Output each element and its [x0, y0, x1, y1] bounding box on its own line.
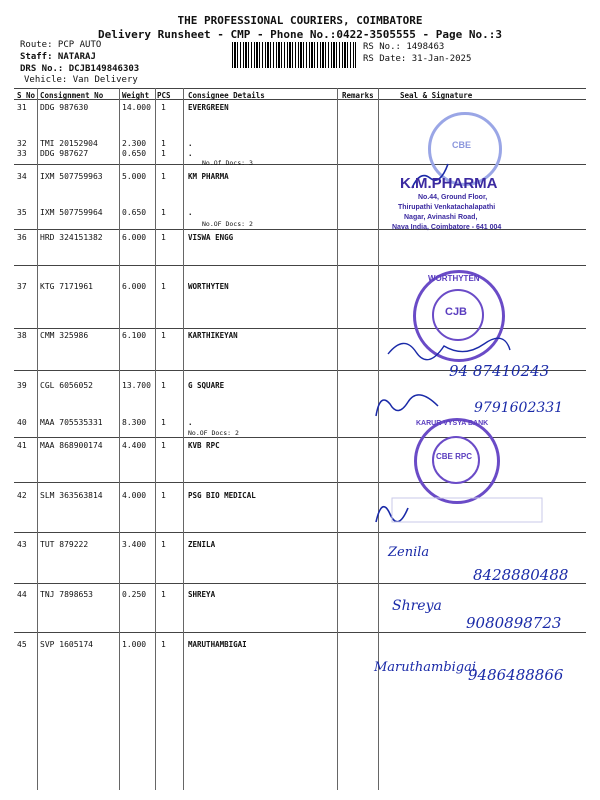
weight: 0.650: [122, 208, 147, 217]
sno: 35: [17, 208, 27, 217]
pcs: 1: [161, 149, 166, 158]
consignment-no: HRD 324151382: [40, 233, 103, 242]
sno: 34: [17, 172, 27, 181]
weight: 4.400: [122, 441, 147, 450]
signature-43: Zenila: [388, 545, 430, 560]
barcode: [232, 42, 356, 68]
pcs: 1: [161, 103, 166, 112]
col-divider: [155, 88, 156, 790]
sno: 36: [17, 233, 27, 242]
consignee-name: G SQUARE: [188, 381, 225, 390]
sno: 32: [17, 139, 27, 148]
weight: 6.000: [122, 282, 147, 291]
col-header-remarks: Remarks: [342, 91, 374, 100]
consignee-name: WORTHYTEN: [188, 282, 229, 291]
pcs: 1: [161, 331, 166, 340]
company-title: THE PROFESSIONAL COURIERS, COIMBATORE: [177, 14, 423, 27]
phone-39: 9791602331: [474, 400, 564, 416]
col-header-sno: S No: [17, 91, 36, 100]
kmpharma-stamp-line: No.44, Ground Floor,: [418, 194, 488, 201]
col-divider: [37, 88, 38, 790]
cbe-stamp-text: CBE: [452, 140, 472, 150]
kmpharma-stamp-line: Nava India, Coimbatore - 641 004: [392, 224, 502, 231]
runsheet-subtitle: Delivery Runsheet - CMP - Phone No.:0422-3505555 - Page No.:3: [98, 28, 502, 41]
pcs: 1: [161, 540, 166, 549]
weight: 2.300: [122, 139, 147, 148]
pcs: 1: [161, 441, 166, 450]
consignment-no: IXM 507759964: [40, 208, 103, 217]
weight: 13.700: [122, 381, 151, 390]
consignment-no: TNJ 7898653: [40, 590, 93, 599]
signature-42: [368, 492, 548, 530]
consignment-no: MAA 705535331: [40, 418, 103, 427]
consignment-no: DDG 987627: [40, 149, 89, 158]
kvb-stamp-inner: CBE RPC: [436, 452, 473, 461]
kvb-stamp-text: KARUR VYSYA BANK: [416, 420, 489, 427]
consignee-name: .: [188, 149, 193, 158]
row-divider: [14, 437, 586, 438]
drs-number: DRS No.: DCJB149846303: [20, 64, 140, 74]
sno: 43: [17, 540, 27, 549]
sno: 31: [17, 103, 27, 112]
consignee-name: EVERGREEN: [188, 103, 229, 112]
row-divider: [14, 265, 586, 266]
consignee-name: KM PHARMA: [188, 172, 229, 181]
consignment-no: TMI 20152904: [40, 139, 98, 148]
pcs: 1: [161, 491, 166, 500]
weight: 6.000: [122, 233, 147, 242]
docs-note: No.OF Docs: 2: [188, 429, 239, 437]
pcs: 1: [161, 233, 166, 242]
col-header-pcs: PCS: [157, 91, 171, 100]
rs-number: RS No.: 1498463: [363, 42, 445, 52]
sno: 39: [17, 381, 27, 390]
consignee-name: KARTHIKEYAN: [188, 331, 238, 340]
row-divider: [14, 532, 586, 533]
weight: 3.400: [122, 540, 147, 549]
pcs: 1: [161, 208, 166, 217]
sno: 41: [17, 441, 27, 450]
phone-38: 94 87410243: [449, 362, 550, 380]
consignment-no: SVP 1605174: [40, 640, 93, 649]
col-header-seal: Seal & Signature: [400, 91, 473, 100]
row-divider: [14, 164, 586, 165]
weight: 8.300: [122, 418, 147, 427]
cjb-stamp-text: CJB: [445, 306, 468, 318]
signature-45: Maruthambigai: [374, 660, 477, 675]
kmpharma-stamp-line: Thirupathi Venkatachalapathi: [398, 204, 496, 211]
consignee-name: VISWA ENGG: [188, 233, 234, 242]
consignment-no: SLM 363563814: [40, 491, 103, 500]
weight: 0.650: [122, 149, 147, 158]
consignment-no: KTG 7171961: [40, 282, 93, 291]
docs-note: No.OF Docs: 2: [202, 220, 253, 228]
consignment-no: CMM 325986: [40, 331, 89, 340]
weight: 1.000: [122, 640, 147, 649]
consignment-no: MAA 868900174: [40, 441, 103, 450]
pcs: 1: [161, 418, 166, 427]
weight: 4.000: [122, 491, 147, 500]
consignee-name: PSG BIO MEDICAL: [188, 491, 256, 500]
col-divider: [337, 88, 338, 790]
consignee-name: KVB RPC: [188, 441, 220, 450]
col-divider: [378, 88, 379, 790]
consignee-name: .: [188, 418, 193, 427]
consignee-name: .: [188, 208, 193, 217]
consignment-no: TUT 879222: [40, 540, 89, 549]
consignee-name: ZENILA: [188, 540, 216, 549]
weight: 14.000: [122, 103, 151, 112]
sno: 40: [17, 418, 27, 427]
staff-label: Staff: NATARAJ: [20, 52, 96, 62]
worthyten-stamp-text: WORTHYTEN: [428, 274, 480, 283]
consignment-no: CGL 6056052: [40, 381, 93, 390]
consignee-name: MARUTHAMBIGAI: [188, 640, 247, 649]
sno: 37: [17, 282, 27, 291]
phone-43: 8428880488: [473, 566, 569, 584]
pcs: 1: [161, 381, 166, 390]
pcs: 1: [161, 282, 166, 291]
row-divider: [14, 482, 586, 483]
weight: 5.000: [122, 172, 147, 181]
signature-44: Shreya: [392, 598, 442, 614]
kmpharma-stamp-title: K.M.PHARMA: [400, 175, 498, 192]
pcs: 1: [161, 172, 166, 181]
sno: 38: [17, 331, 27, 340]
col-divider: [119, 88, 120, 790]
consignee-name: SHREYA: [188, 590, 216, 599]
sno: 45: [17, 640, 27, 649]
rs-date: RS Date: 31-Jan-2025: [363, 54, 472, 64]
phone-44: 9080898723: [466, 614, 562, 632]
col-header-weight: Weight: [122, 91, 150, 100]
pcs: 1: [161, 139, 166, 148]
consignment-no: IXM 507759963: [40, 172, 103, 181]
weight: 6.100: [122, 331, 147, 340]
col-header-consignment: Consignment No: [40, 91, 104, 100]
sno: 33: [17, 149, 27, 158]
kmpharma-stamp-line: Nagar, Avinashi Road,: [404, 214, 478, 221]
col-header-consignee: Consignee Details: [188, 91, 265, 100]
table-top-border: [14, 88, 586, 89]
pcs: 1: [161, 640, 166, 649]
docs-note: No.Of Docs: 3: [202, 159, 253, 167]
weight: 0.250: [122, 590, 147, 599]
sno: 44: [17, 590, 27, 599]
phone-45: 9486488866: [468, 666, 564, 684]
signature-38: [384, 332, 514, 362]
col-divider: [183, 88, 184, 790]
route-label: Route: PCP AUTO: [20, 40, 102, 50]
row-divider: [14, 632, 586, 633]
consignment-no: DDG 987630: [40, 103, 89, 112]
consignee-name: .: [188, 139, 193, 148]
signature-39: [372, 390, 442, 422]
sno: 42: [17, 491, 27, 500]
vehicle-label: Vehicle: Van Delivery: [24, 75, 138, 85]
pcs: 1: [161, 590, 166, 599]
